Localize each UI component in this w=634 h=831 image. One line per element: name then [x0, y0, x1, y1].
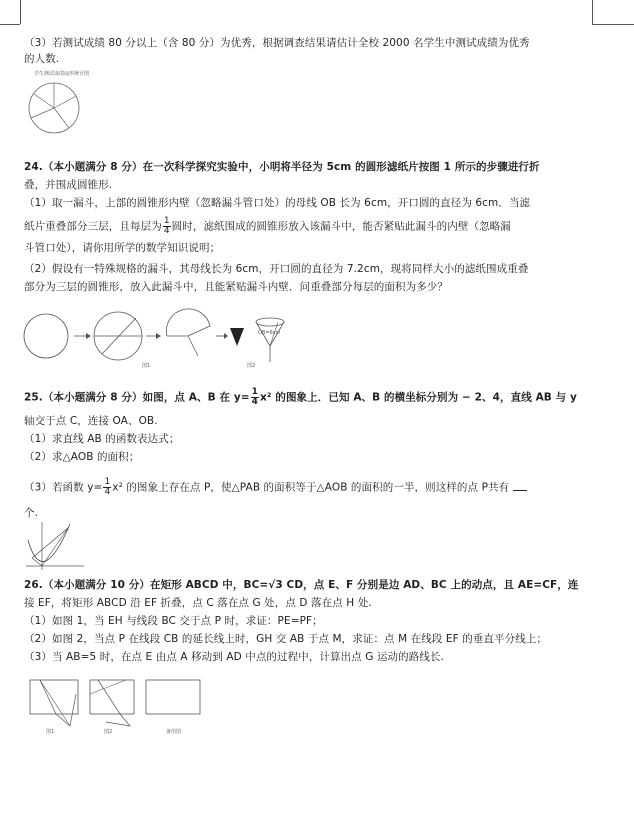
q24-part1-line2: [24, 217, 614, 236]
q24-fig2-label: 图2: [247, 363, 256, 369]
q24-fig2-note: OB=6cm: [258, 330, 281, 336]
q25-part3-a: （3）若函数 y=: [24, 481, 103, 494]
q25-part1: （1）求直线 AB 的函数表达式；: [24, 433, 180, 445]
pie-chart-caption: 学生测试成绩扇形统计图: [34, 71, 90, 77]
q24-part2-line2: 部分为三层的圆锥形，放入此漏斗中，且能紧贴漏斗内壁．问重叠部分每层的面积为多少？: [24, 281, 448, 293]
corner-mark-left-h: [0, 24, 20, 25]
q23-part3-line2: 的人数.: [24, 53, 60, 65]
q24-title: 24.（本小题满分 8 分）在一次科学探究实验中，小明将半径为 5cm 的圆形滤纸片按图 1 所示的步骤进行折: [24, 161, 540, 173]
q24-part1-line2-a: 纸片重叠部分三层，且每层为: [24, 220, 162, 233]
q26-fig3-label: 备用图: [166, 729, 182, 735]
q24-figures: [22, 306, 292, 370]
q25-part2: （2）求△AOB 的面积；: [24, 451, 140, 463]
q26-fig1-label: 图1: [46, 729, 55, 735]
q24-fraction-den: 4: [163, 226, 170, 236]
q25-fraction: [251, 388, 259, 407]
q25-line2: 轴交于点 C，连接 OA、OB.: [24, 415, 158, 427]
corner-mark-right-h: [592, 24, 634, 25]
q24-part2-line1: （2）假设有一特殊规格的漏斗，其母线长为 6cm，开口圆的直径为 7.2cm，现将同样大小的滤纸围成重叠: [24, 263, 529, 275]
q25-part3-fraction-den: 4: [104, 487, 111, 497]
q24-part1-line3: 斗管口处），请你用所学的数学知识说明；: [24, 242, 221, 254]
q24-fraction-num: 1: [163, 216, 170, 226]
q25-fraction-den: 4: [251, 397, 259, 407]
q25-answer-blank: [513, 490, 527, 491]
q26-part2: （2）如图 2，当点 P 在线段 CB 的延长线上时，GH 交 AB 于点 M，求证：点 M 在线段 EF 的垂直平分线上；: [24, 633, 548, 645]
q25-title-a: 25.（本小题满分 8 分）如图，点 A、B 在 y=: [24, 391, 250, 404]
q24-fraction: [163, 217, 171, 236]
q24-part1-line1: （1）取一漏斗，上部的圆锥形内壁（忽略漏斗管口处）的母线 OB 长为 6cm，开口圆的直径为 6cm．当滤: [24, 197, 531, 209]
q26-rectangle-diagrams: [26, 674, 216, 736]
q25-parabola-graph: [24, 520, 86, 572]
q24-fig1-label: 图1: [142, 363, 151, 369]
q24-part1-line2-b: 圆时，滤纸围成的圆锥形放入该漏斗中，能否紧贴此漏斗的内壁（忽略漏: [171, 220, 511, 233]
q26-part1: （1）如图 1，当 EH 与线段 BC 交于点 P 时，求证：PE=PF；: [24, 615, 323, 627]
q26-figures: [26, 674, 216, 736]
q23-part3-line1: （3）若测试成绩 80 分以上（含 80 分）为优秀，根据调查结果请估计全校 2000 名学生中测试成绩为优秀: [24, 37, 530, 49]
q25-title-b: x² 的图象上．已知 A、B 的横坐标分别为 − 2、4，直线 AB 与 y: [260, 391, 577, 404]
q25-graph-figure: [24, 520, 86, 572]
q25-part3-b: x² 的图象上存在点 P，使△PAB 的面积等于△AOB 的面积的一半，则这样的点 P共有: [112, 481, 510, 494]
q25-part3-fraction: [103, 478, 111, 497]
q26-line2: 接 EF，将矩形 ABCD 沿 EF 折叠，点 C 落在点 G 处，点 D 落在点 H 处.: [24, 597, 372, 609]
q25-part3-c: 个.: [24, 507, 39, 519]
q24-line2: 叠，并围成圆锥形.: [24, 179, 113, 191]
q26-title: 26.（本小题满分 10 分）在矩形 ABCD 中，BC=√3 CD，点 E、F 分别是边 AD、BC 上的动点，且 AE=CF，连: [24, 579, 579, 591]
corner-mark-right-v: [592, 0, 593, 24]
q26-part3: （3）当 AB=5 时，在点 E 由点 A 移动到 AD 中点的过程中，计算出点 G 运动的路线长.: [24, 651, 444, 663]
q25-fraction-num: 1: [251, 387, 259, 397]
pie-chart-graphic: [24, 70, 94, 138]
q24-folding-diagram: [22, 306, 292, 370]
q26-fig2-label: 图2: [104, 729, 113, 735]
q25-title: [24, 388, 614, 407]
corner-mark-left-v: [20, 0, 21, 24]
pie-chart-figure: [24, 70, 94, 138]
q25-part3-fraction-num: 1: [104, 477, 111, 487]
q25-part3: [24, 478, 614, 497]
